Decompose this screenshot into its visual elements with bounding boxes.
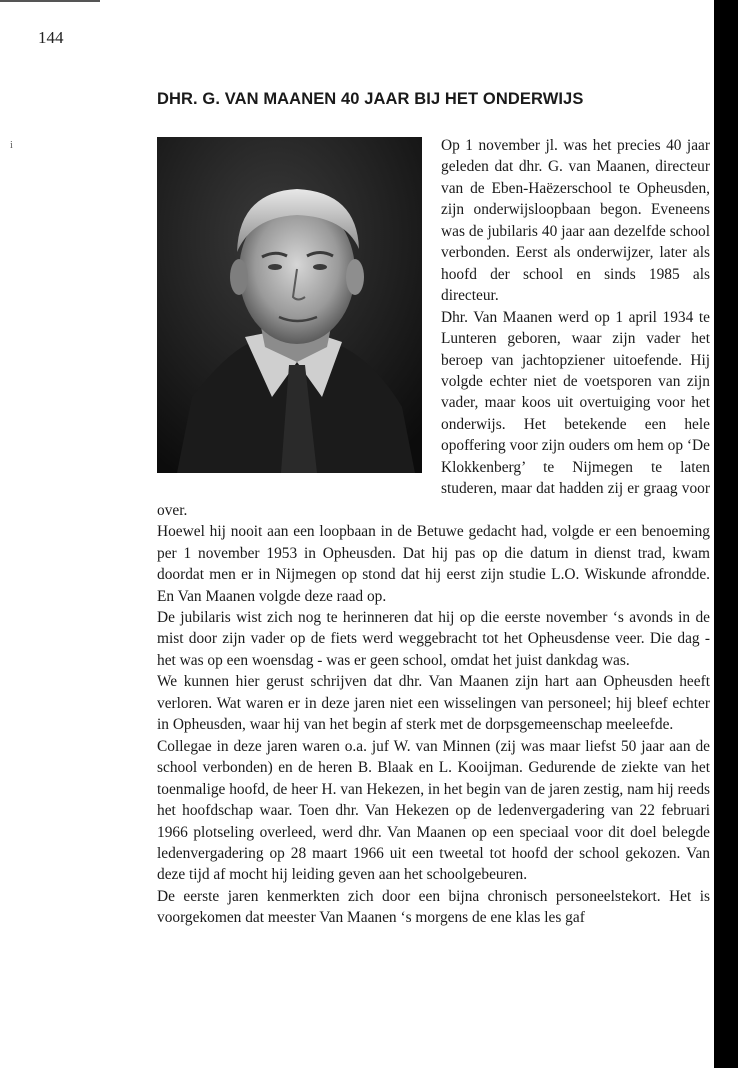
paragraph-5: We kunnen hier gerust schrijven dat dhr. Van Maanen zijn hart aan Opheusden heeft verloren. Wat waren er in deze jaren niet een wisselingen van personeel; hij bleef echter in Opheusden, waar hij van het begin af sterk met de dorpsgemeenschap meeleefde. — [157, 673, 710, 734]
paragraph-2: Dhr. Van Maanen werd op 1 april 1934 te Lunteren geboren, waar zijn vader het beroep van jachtopziener uitoefende. Hij volgde echter niet de voetsporen van zijn vader, maar koos uit overtuiging voor het onderwijs. Het betekende een hele opoffering voor zijn ouders om hem op ‘De Klokkenberg’ te Nijmegen te laten studeren, maar dat hadden zij er graag voor over. — [157, 308, 710, 519]
scan-edge-bar — [714, 0, 738, 1068]
top-rule — [0, 0, 100, 2]
paragraph-7: De eerste jaren kenmerkten zich door een bijna chronisch personeelstekort. Het is voorgekomen dat meester Van Maanen ‘s morgens de ene klas les gaf — [157, 887, 710, 927]
article-body — [157, 135, 710, 929]
paragraph-3: Hoewel hij nooit aan een loopbaan in de Betuwe gedacht had, volgde er een benoeming per 1 november 1953 in Opheusden. Dat hij pas op die datum in dienst trad, kwam doordat men er in Nijmegen op stond dat hij eerst zijn studie L.O. Wiskunde afrondde. En Van Maanen volgde deze raad op. — [157, 523, 710, 605]
page-number: 144 — [38, 28, 64, 47]
paragraph-6: Collegae in deze jaren waren o.a. juf W. van Minnen (zij was maar liefst 50 jaar aan de school verbonden) en de heren B. Blaak en L. Kooijman. Gedurende de ziekte van het toenmalige hoofd, de heer H. van Hekezen, in het begin van de jaren zestig, nam hij reeds het hoofdschap waar. Toen dhr. Van Hekezen op de ledenvergadering van 22 februari 1966 plotseling overleed, werd dhr. Van Maanen op een speciaal voor dit doel belegde ledenvergadering op 28 maart 1966 uit een tweetal tot hoofd der school gekozen. Van deze tijd af mocht hij leiding geven aan het schoolgebeuren. — [157, 737, 711, 884]
paragraph-4: De jubilaris wist zich nog te herinneren dat hij op die eerste november ‘s avonds in de mist door zijn vader op de fiets werd weggebracht tot het Opheusdense veer. Die dag - het was op een woensdag - was er geen school, omdat het juist dankdag was. — [157, 608, 710, 669]
stray-mark: i — [10, 140, 13, 151]
paragraph-1: Op 1 november jl. was het precies 40 jaar geleden dat dhr. G. van Maanen, directeur van de Eben-Haëzerschool te Opheusden, zijn onderwijsloopbaan begon. Eveneens was de jubilaris 40 jaar aan dezelfde school verbonden. Eerst als onderwijzer, later als hoofd der school en sinds 1985 als directeur. — [441, 137, 710, 305]
page-title: DHR. G. VAN MAANEN 40 JAAR BIJ HET ONDERWIJS — [157, 90, 584, 108]
photo-float-space — [157, 135, 441, 491]
